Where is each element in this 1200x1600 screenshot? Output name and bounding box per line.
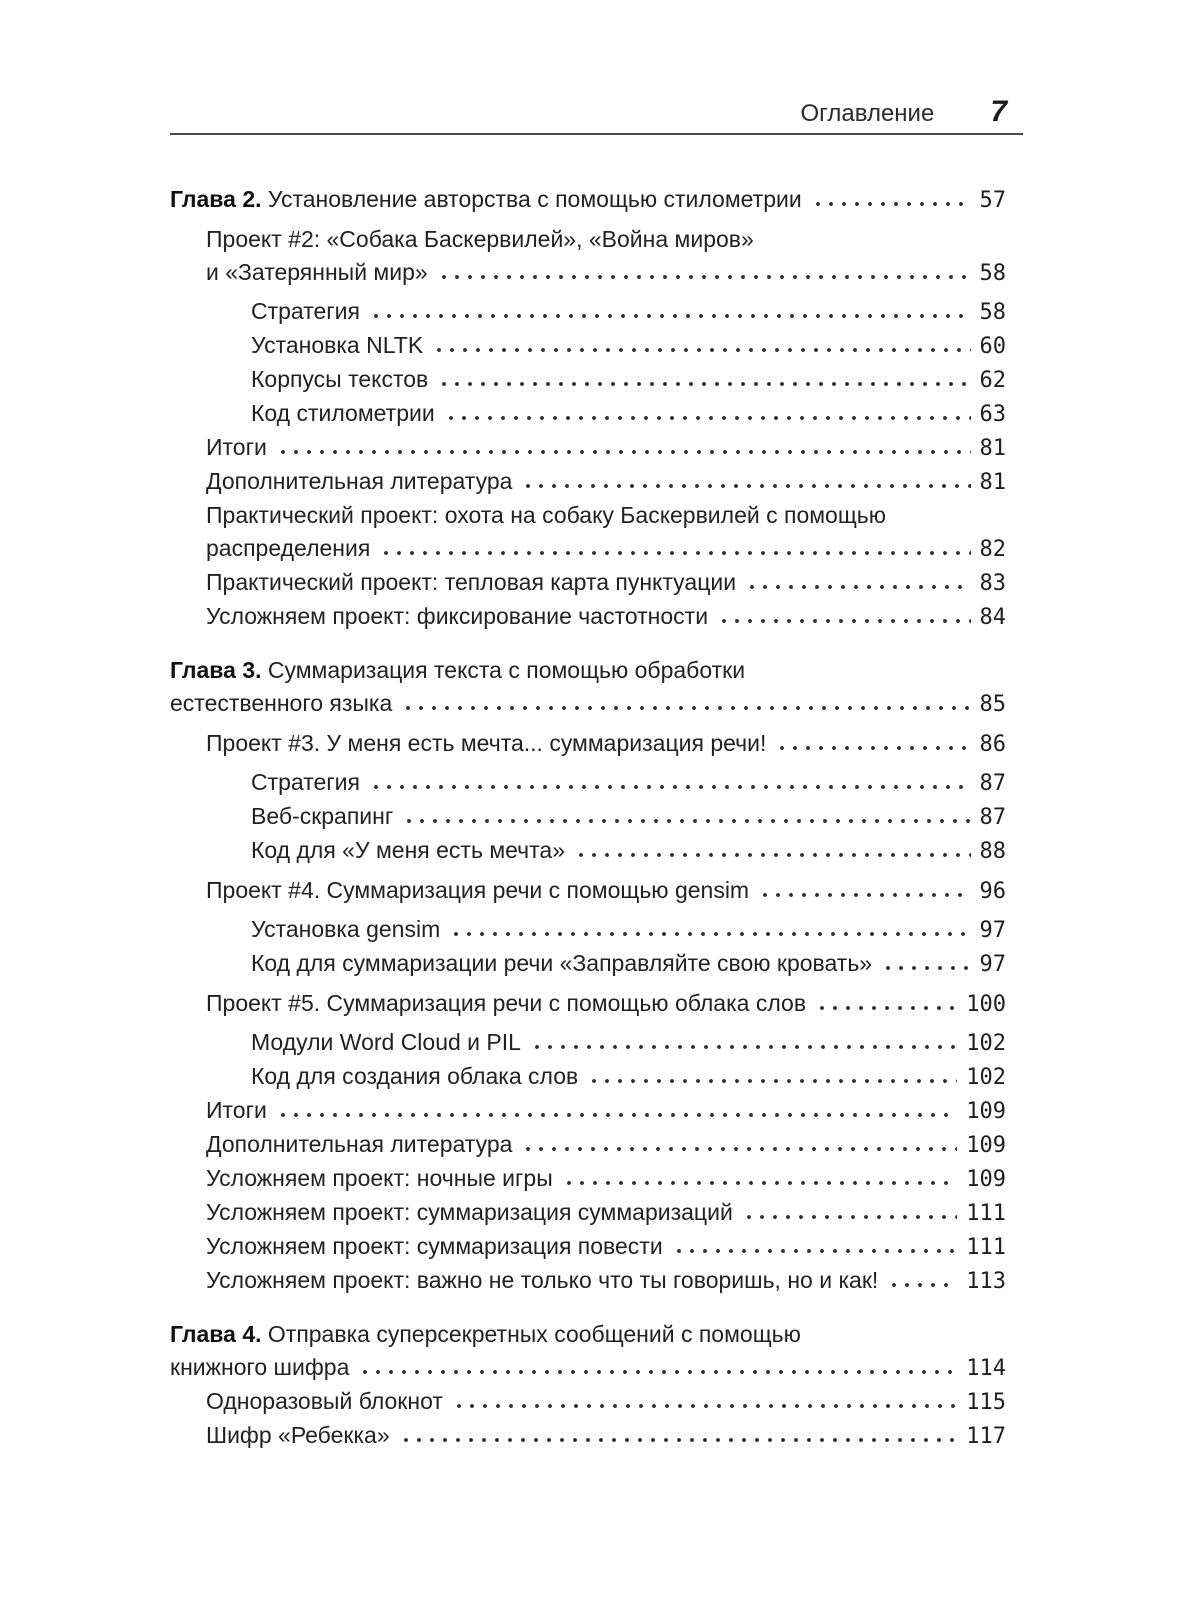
page-header: [170, 97, 1023, 135]
dot-leader: [438, 274, 971, 280]
dot-leader: [402, 705, 970, 711]
toc-line: [206, 1094, 1006, 1128]
dot-leader: [673, 1248, 958, 1254]
chapter-label: Глава 4.: [170, 1321, 268, 1347]
toc-entry-title: Усложняем проект: суммаризация суммаризаций: [206, 1199, 733, 1225]
dot-leader: [522, 1146, 957, 1152]
dot-leader: [718, 618, 970, 624]
toc-entry: [170, 566, 1006, 600]
toc-line: [206, 566, 1006, 600]
dot-leader: [812, 201, 971, 207]
dot-leader: [438, 381, 970, 387]
toc-page-number: 87: [979, 771, 1006, 796]
toc-page-number: 57: [979, 188, 1006, 213]
toc-page-number: 115: [966, 1390, 1006, 1415]
toc-entry: [170, 987, 1006, 1021]
toc-entry: [170, 1162, 1006, 1196]
toc-entry-title: Проект #5. Суммаризация речи с помощью облака слов: [206, 990, 807, 1016]
dot-leader: [746, 584, 970, 590]
toc-line: [251, 1026, 1006, 1060]
toc-entry-title: Веб-скрапинг: [251, 803, 394, 829]
toc-entry-title: Стратегия: [251, 298, 360, 324]
toc-entry: [170, 1094, 1006, 1128]
dot-leader: [400, 1437, 958, 1443]
toc-line: [206, 987, 1006, 1021]
toc-entry-title: Код для создания облака слов: [251, 1063, 579, 1089]
toc-page-number: 97: [979, 952, 1006, 977]
toc-entry: [170, 727, 1006, 761]
toc-list: [170, 183, 1006, 1453]
toc-page-number: 102: [966, 1065, 1006, 1090]
toc-line: [206, 223, 1006, 256]
dot-leader: [882, 965, 970, 971]
dot-leader: [370, 784, 971, 790]
dot-leader: [359, 1369, 957, 1375]
toc-page-number: 117: [966, 1424, 1006, 1449]
toc-line: [206, 1196, 1006, 1230]
toc-entry-title: Дополнительная литература: [206, 1131, 513, 1157]
toc-line: [251, 363, 1006, 397]
dot-leader: [522, 483, 970, 489]
dot-leader: [370, 313, 971, 319]
toc-entry: [170, 834, 1006, 868]
toc-entry-title: Усложняем проект: ночные игры: [206, 1165, 553, 1191]
toc-page-number: 82: [979, 537, 1006, 562]
toc-line: [206, 1162, 1006, 1196]
dot-leader: [277, 449, 971, 455]
toc-line: [206, 499, 1006, 532]
toc-entry-title: Корпусы текстов: [251, 366, 429, 392]
toc-page-number: 111: [966, 1235, 1006, 1260]
toc-entry-title: Модули Word Cloud и PIL: [251, 1029, 521, 1055]
toc-chapter-entry: [170, 654, 1006, 721]
toc-page-number: 83: [979, 571, 1006, 596]
toc-entry-title: естественного языка: [170, 690, 393, 716]
toc-entry: [170, 1026, 1006, 1060]
toc-entry-title: Глава 4. Отправка суперсекретных сообщений с помощью: [170, 1321, 801, 1347]
toc-entry: [170, 1128, 1006, 1162]
toc-line: [206, 874, 1006, 908]
toc-chapter-entry: [170, 1318, 1006, 1385]
toc-line: [206, 1128, 1006, 1162]
dot-leader: [380, 550, 970, 556]
toc-line: [251, 913, 1006, 947]
toc-page-number: 111: [966, 1201, 1006, 1226]
toc-line: [251, 329, 1006, 363]
dot-leader: [445, 415, 971, 421]
toc-line: [251, 834, 1006, 868]
chapter-label: Глава 2.: [170, 186, 268, 212]
toc-entry: [170, 499, 1006, 566]
toc-page-number: 109: [966, 1099, 1006, 1124]
toc-page-number: 85: [979, 692, 1006, 717]
dot-leader: [450, 931, 970, 937]
toc-line: [170, 1351, 1006, 1385]
toc-line: [206, 256, 1006, 290]
toc-entry-title: Установка gensim: [251, 916, 441, 942]
toc-entry: [170, 600, 1006, 634]
toc-page-number: 58: [979, 300, 1006, 325]
toc-entry-title: Проект #4. Суммаризация речи с помощью gensim: [206, 877, 750, 903]
toc-page-number: 81: [979, 470, 1006, 495]
toc-chapter-entry: [170, 183, 1006, 217]
toc-line: [206, 727, 1006, 761]
dot-leader: [888, 1282, 957, 1288]
toc-line: [206, 1264, 1006, 1298]
toc-page-number: 62: [979, 368, 1006, 393]
dot-leader: [531, 1044, 957, 1050]
toc-line: [206, 1419, 1006, 1453]
toc-page-number: 114: [966, 1356, 1006, 1381]
toc-page-number: 87: [979, 805, 1006, 830]
toc-line: [251, 1060, 1006, 1094]
toc-line: [251, 766, 1006, 800]
toc-page-number: 88: [979, 839, 1006, 864]
toc-entry-title: Код для «У меня есть мечта»: [251, 837, 566, 863]
toc-entry-title: и «Затерянный мир»: [206, 259, 428, 285]
dot-leader: [433, 347, 970, 353]
toc-entry: [170, 1419, 1006, 1453]
toc-entry: [170, 1196, 1006, 1230]
dot-leader: [453, 1403, 957, 1409]
toc-entry-title: Итоги: [206, 434, 267, 460]
toc-entry-title: Усложняем проект: фиксирование частотности: [206, 603, 709, 629]
toc-line: [251, 295, 1006, 329]
toc-page-number: 97: [979, 918, 1006, 943]
toc-page-number: 96: [979, 879, 1006, 904]
toc-entry: [170, 947, 1006, 981]
toc-page-number: 60: [979, 334, 1006, 359]
toc-entry: [170, 766, 1006, 800]
toc-entry: [170, 1264, 1006, 1298]
toc-entry-title: Стратегия: [251, 769, 360, 795]
toc-entry: [170, 1385, 1006, 1419]
running-head-title: Оглавление: [800, 100, 935, 127]
toc-entry-title: Глава 2. Установление авторства с помощью стилометрии: [170, 186, 802, 212]
toc-page-number: 81: [979, 436, 1006, 461]
toc-entry-title: Итоги: [206, 1097, 267, 1123]
dot-leader: [588, 1078, 957, 1084]
toc-line: [170, 183, 1006, 217]
dot-leader: [776, 745, 970, 751]
toc-entry-title: Код для суммаризации речи «Заправляйте свою кровать»: [251, 950, 873, 976]
toc-entry-title: Шифр «Ребекка»: [206, 1422, 390, 1448]
toc-page-number: 109: [966, 1167, 1006, 1192]
toc-line: [170, 654, 1006, 687]
toc-entry-title: Код стилометрии: [251, 400, 435, 426]
toc-line: [170, 1318, 1006, 1351]
toc-entry: [170, 874, 1006, 908]
toc-entry: [170, 397, 1006, 431]
page-number: 7: [990, 95, 1007, 128]
toc-entry-title: Установка NLTK: [251, 332, 424, 358]
toc-page-number: 113: [966, 1269, 1006, 1294]
dot-leader: [743, 1214, 957, 1220]
toc-line: [251, 397, 1006, 431]
toc-entry-title: Практический проект: охота на собаку Баскервилей с помощью: [206, 502, 887, 528]
toc-line: [251, 800, 1006, 834]
toc-entry: [170, 1060, 1006, 1094]
dot-leader: [759, 892, 970, 898]
toc-entry: [170, 465, 1006, 499]
toc-entry: [170, 363, 1006, 397]
toc-page-number: 86: [979, 732, 1006, 757]
toc-entry-title: Дополнительная литература: [206, 468, 513, 494]
toc-page-number: 109: [966, 1133, 1006, 1158]
toc-line: [170, 687, 1006, 721]
dot-leader: [575, 852, 970, 858]
toc-entry-title: Проект #2: «Собака Баскервилей», «Война миров»: [206, 226, 754, 252]
toc-entry: [170, 800, 1006, 834]
toc-line: [251, 947, 1006, 981]
toc-entry-title: распределения: [206, 535, 371, 561]
toc-line: [206, 465, 1006, 499]
toc-entry-title: Глава 3. Суммаризация текста с помощью обработки: [170, 657, 746, 683]
toc-entry: [170, 431, 1006, 465]
toc-line: [206, 1385, 1006, 1419]
toc-entry: [170, 913, 1006, 947]
chapter-label: Глава 3.: [170, 657, 268, 683]
toc-page-number: 58: [979, 261, 1006, 286]
toc-entry: [170, 1230, 1006, 1264]
toc-entry: [170, 329, 1006, 363]
toc-entry-title: Проект #3. У меня есть мечта... суммаризация речи!: [206, 730, 767, 756]
toc-page-number: 100: [966, 992, 1006, 1017]
toc-line: [206, 1230, 1006, 1264]
toc-line: [206, 532, 1006, 566]
toc-page-number: 84: [979, 605, 1006, 630]
toc-entry-title: Усложняем проект: важно не только что ты говоришь, но и как!: [206, 1267, 879, 1293]
toc-entry-title: Практический проект: тепловая карта пунктуации: [206, 569, 737, 595]
toc-page-number: 102: [966, 1031, 1006, 1056]
dot-leader: [403, 818, 970, 824]
dot-leader: [816, 1005, 957, 1011]
dot-leader: [563, 1180, 958, 1186]
toc-entry-title: Усложняем проект: суммаризация повести: [206, 1233, 663, 1259]
toc-page-number: 63: [979, 402, 1006, 427]
toc-entry: [170, 295, 1006, 329]
toc-entry: [170, 223, 1006, 290]
toc-entry-title: Одноразовый блокнот: [206, 1388, 443, 1414]
dot-leader: [277, 1112, 957, 1118]
toc-line: [206, 600, 1006, 634]
toc-entry-title: книжного шифра: [170, 1354, 350, 1380]
toc-line: [206, 431, 1006, 465]
